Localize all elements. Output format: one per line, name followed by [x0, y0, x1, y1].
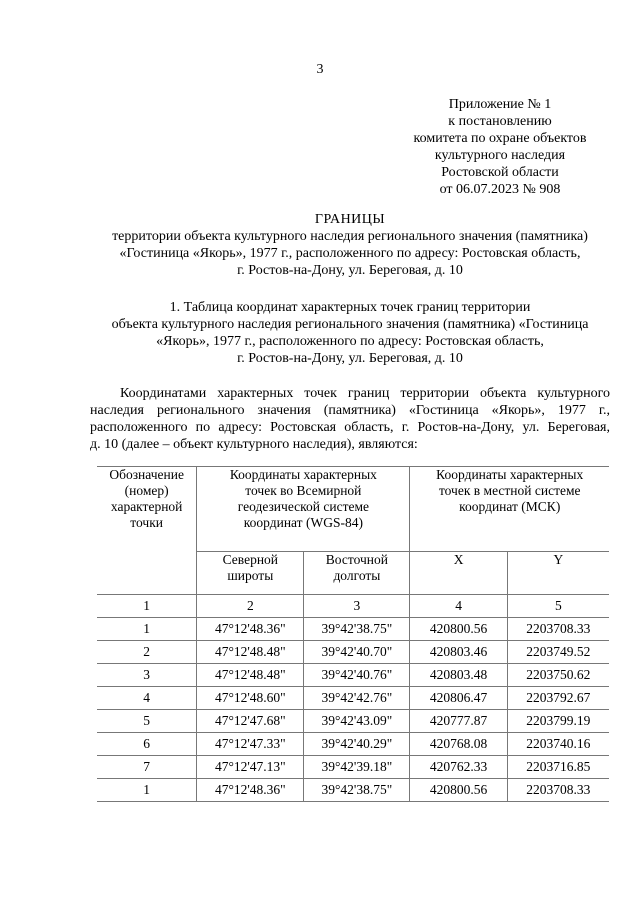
- point-number: 6: [97, 733, 197, 756]
- coord-x: 420806.47: [410, 687, 507, 710]
- east-longitude: 39°42'40.70": [304, 641, 410, 664]
- table-caption-line: «Якорь», 1977 г., расположенного по адресу: Ростовская область,: [156, 334, 544, 349]
- coord-y: 2203792.67: [507, 687, 609, 710]
- table-row: [97, 756, 609, 779]
- title-heading: ГРАНИЦЫ: [314, 212, 386, 227]
- point-number: 1: [97, 618, 197, 641]
- document-title: [60, 211, 640, 279]
- table-caption: [60, 299, 640, 367]
- coord-x: 420803.48: [410, 664, 507, 687]
- table-caption-line: 1. Таблица координат характерных точек границ территории: [169, 300, 531, 315]
- east-longitude: 39°42'38.75": [304, 618, 410, 641]
- coord-x: 420777.87: [410, 710, 507, 733]
- north-latitude: 47°12'48.36": [197, 779, 304, 802]
- table-row: [97, 641, 609, 664]
- coord-y: 2203708.33: [507, 779, 609, 802]
- table-row: [97, 779, 609, 802]
- coord-x: 420800.56: [410, 618, 507, 641]
- coordinates-table: [97, 466, 609, 802]
- coord-x: 420768.08: [410, 733, 507, 756]
- appendix-block: [380, 96, 620, 198]
- header-point-designation: Обозначение (номер) характерной точки: [97, 467, 197, 595]
- header-east-longitude: Восточной долготы: [304, 552, 410, 595]
- north-latitude: 47°12'47.68": [197, 710, 304, 733]
- point-number: 2: [97, 641, 197, 664]
- point-number: 1: [97, 779, 197, 802]
- point-number: 5: [97, 710, 197, 733]
- header-x: X: [410, 552, 507, 595]
- table-row: [97, 618, 609, 641]
- appendix-line: от 06.07.2023 № 908: [439, 182, 561, 197]
- appendix-line: комитета по охране объектов: [413, 131, 587, 146]
- appendix-line: Приложение № 1: [448, 97, 552, 112]
- north-latitude: 47°12'48.36": [197, 618, 304, 641]
- coord-y: 2203708.33: [507, 618, 609, 641]
- table-caption-line: объекта культурного наследия регионального значения (памятника) «Гостиница: [111, 317, 589, 332]
- coord-y: 2203799.19: [507, 710, 609, 733]
- column-numbers-row: [97, 595, 609, 618]
- coord-x: 420800.56: [410, 779, 507, 802]
- table-row: [97, 664, 609, 687]
- point-number: 7: [97, 756, 197, 779]
- intro-paragraph: [90, 385, 610, 453]
- table-row: [97, 733, 609, 756]
- north-latitude: 47°12'47.13": [197, 756, 304, 779]
- table-row: [97, 710, 609, 733]
- east-longitude: 39°42'43.09": [304, 710, 410, 733]
- header-north-latitude: Северной широты: [197, 552, 304, 595]
- coord-y: 2203716.85: [507, 756, 609, 779]
- title-line: г. Ростов-на-Дону, ул. Береговая, д. 10: [237, 263, 463, 278]
- north-latitude: 47°12'47.33": [197, 733, 304, 756]
- intro-line: Координатами характерных точек границ территории объекта культурного: [120, 386, 610, 401]
- column-number: 3: [304, 595, 410, 618]
- east-longitude: 39°42'38.75": [304, 779, 410, 802]
- east-longitude: 39°42'40.76": [304, 664, 410, 687]
- east-longitude: 39°42'42.76": [304, 687, 410, 710]
- column-number: 2: [197, 595, 304, 618]
- east-longitude: 39°42'39.18": [304, 756, 410, 779]
- coord-y: 2203740.16: [507, 733, 609, 756]
- header-msk: Координаты характерных точек в местной системе координат (МСК): [410, 467, 609, 552]
- coord-x: 420762.33: [410, 756, 507, 779]
- north-latitude: 47°12'48.48": [197, 641, 304, 664]
- title-line: территории объекта культурного наследия регионального значения (памятника): [112, 229, 588, 244]
- north-latitude: 47°12'48.60": [197, 687, 304, 710]
- table-row: [97, 687, 609, 710]
- appendix-line: Ростовской области: [441, 165, 559, 180]
- title-line: «Гостиница «Якорь», 1977 г., расположенного по адресу: Ростовская область,: [119, 246, 581, 261]
- east-longitude: 39°42'40.29": [304, 733, 410, 756]
- column-number: 1: [97, 595, 197, 618]
- coord-y: 2203749.52: [507, 641, 609, 664]
- point-number: 3: [97, 664, 197, 687]
- north-latitude: 47°12'48.48": [197, 664, 304, 687]
- intro-line: д. 10 (далее – объект культурного наследия), являются:: [90, 437, 418, 452]
- appendix-line: культурного наследия: [434, 148, 566, 163]
- column-number: 4: [410, 595, 507, 618]
- page-number: 3: [316, 62, 324, 77]
- column-number: 5: [507, 595, 609, 618]
- intro-line: наследия регионального значения (памятника) «Гостиница «Якорь», 1977 г.,: [90, 403, 610, 418]
- intro-line: расположенного по адресу: Ростовская область, г. Ростов-на-Дону, ул. Береговая,: [90, 420, 610, 435]
- point-number: 4: [97, 687, 197, 710]
- coord-x: 420803.46: [410, 641, 507, 664]
- coord-y: 2203750.62: [507, 664, 609, 687]
- appendix-line: к постановлению: [448, 114, 552, 129]
- table-caption-line: г. Ростов-на-Дону, ул. Береговая, д. 10: [237, 351, 463, 366]
- header-y: Y: [507, 552, 609, 595]
- header-wgs84: Координаты характерных точек во Всемирной геодезической системе координат (WGS-84): [197, 467, 410, 552]
